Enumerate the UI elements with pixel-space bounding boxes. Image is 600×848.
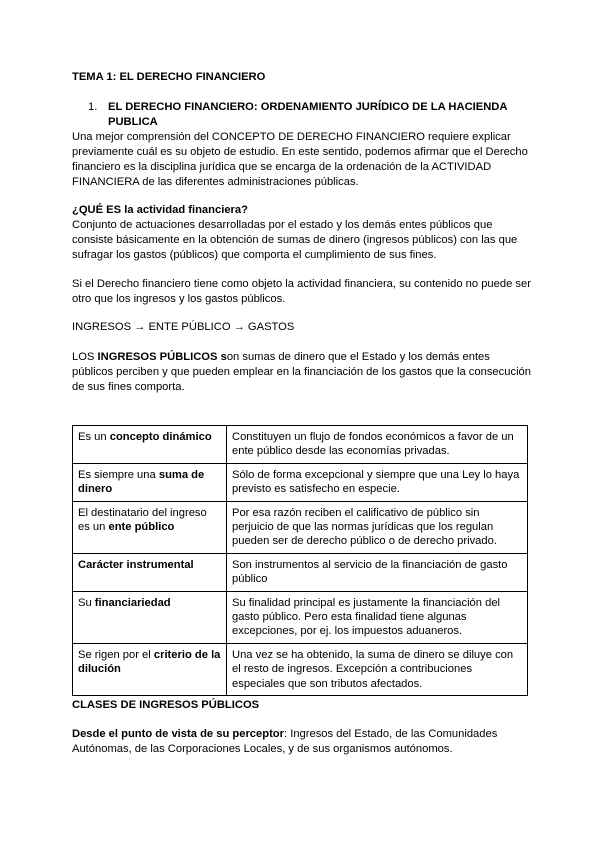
- clases-heading: CLASES DE INGRESOS PÚBLICOS: [72, 699, 260, 711]
- characteristics-table: [72, 425, 528, 696]
- table-cell-desc: Constituyen un flujo de fondos económicos a favor de un ente público desde las economías privadas.: [227, 426, 528, 464]
- ingresos-prefix: LOS: [72, 351, 98, 363]
- table-cell-desc: Sólo de forma excepcional y siempre que una Ley lo haya previsto es satisfecho en especie.: [227, 463, 528, 501]
- table-row: [73, 643, 528, 695]
- table-cell-desc: Son instrumentos al servicio de la financiación de gasto público: [227, 553, 528, 591]
- table-cell-term: [73, 426, 227, 464]
- table-row: [73, 501, 528, 553]
- table-row: [73, 463, 528, 501]
- table-row: [73, 591, 528, 643]
- heading-number: 1.: [88, 101, 98, 113]
- perceptor-paragraph: [72, 727, 532, 757]
- question-heading: ¿QUÉ ES la actividad financiera?: [72, 204, 248, 216]
- ingresos-rest: on sumas de dinero que el Estado y los demás entes públicos perciben y que pueden emplear en la financiación de los gastos que la consecución de sus fines comporta.: [72, 351, 531, 393]
- term-bold: ente público: [108, 521, 175, 534]
- answer-paragraph: Conjunto de actuaciones desarrolladas por el estado y los demás entes públicos que consiste básicamente en la obtención de sumas de dinero (ingresos públicos) con las que sufragar los gastos (públicos) que comporta el cumplimiento de sus fines.: [72, 219, 518, 261]
- table-cell-term: [73, 553, 227, 591]
- term-pre: Su: [78, 596, 95, 609]
- table-cell-term: [73, 591, 227, 643]
- document-title: TEMA 1: EL DERECHO FINANCIERO: [72, 71, 266, 83]
- perceptor-rest: : Ingresos del Estado, de las Comunidades Autónomas, de las Corporaciones Locales, y de sus organismos autónomos.: [72, 728, 498, 755]
- table-cell-desc: Una vez se ha obtenido, la suma de dinero se diluye con el resto de ingresos. Excepción a contribuciones especiales que son tributos afectados.: [227, 643, 528, 695]
- term-pre: Es un: [78, 431, 110, 443]
- section-heading-1: [88, 100, 518, 130]
- table-row: [73, 426, 528, 464]
- flow-line: INGRESOS → ENTE PÚBLICO → GASTOS: [72, 321, 295, 333]
- ingresos-bold: INGRESOS PÚBLICOS s: [97, 351, 227, 363]
- table-cell-term: [73, 463, 227, 501]
- table-cell-desc: Su finalidad principal es justamente la financiación del gasto público. Pero esta finalidad tiene algunas excepciones, por ej. los impuestos aduaneros.: [227, 591, 528, 643]
- table-cell-term: [73, 643, 227, 695]
- table-cell-desc: Por esa razón reciben el calificativo de público sin perjuicio de que las normas jurídicas que los regulan pueden ser de derecho público o de derecho privado.: [227, 501, 528, 553]
- term-bold: suma de dinero: [78, 468, 205, 496]
- heading-text: EL DERECHO FINANCIERO: ORDENAMIENTO JURÍDICO DE LA HACIENDA PUBLICA: [108, 101, 508, 128]
- table-cell-term: [73, 501, 227, 553]
- term-pre: Es siempre una: [78, 468, 159, 481]
- intro-paragraph: Una mejor comprensión del CONCEPTO DE DERECHO FINANCIERO requiere explicar previamente cuál es su objeto de estudio. En este sentido, podemos afirmar que el Derecho financiero es la disciplina jurídica que se encarga de la ordenación de la ACTIVIDAD FINANCIERA de las diferentes administraciones públicas.: [72, 131, 528, 188]
- term-pre: El destinatario del ingreso es un: [78, 506, 207, 534]
- table-row: [73, 553, 528, 591]
- ingresos-paragraph: [72, 350, 532, 395]
- term-bold: concepto dinámico: [109, 431, 212, 443]
- term-pre: Se rigen por el: [78, 648, 154, 661]
- term-bold: Carácter instrumental: [78, 558, 194, 571]
- term-bold: financiariedad: [94, 596, 171, 609]
- term-bold: criterio de la dilución: [78, 648, 221, 676]
- object-paragraph: Si el Derecho financiero tiene como objeto la actividad financiera, su contenido no puede ser otro que los ingresos y los gastos públicos.: [72, 278, 531, 305]
- perceptor-bold: Desde el punto de vista de su perceptor: [72, 728, 284, 740]
